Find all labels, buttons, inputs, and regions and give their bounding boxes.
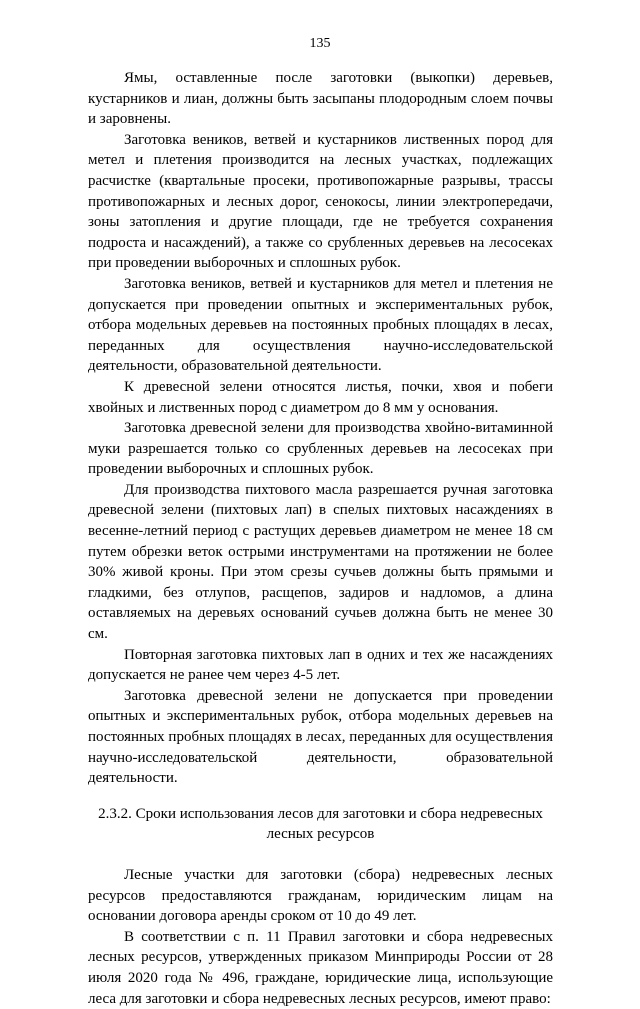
paragraph: Ямы, оставленные после заготовки (выкопки) деревьев, кустарников и лиан, должны быть засыпаны плодородным слоем почвы и заровнены.	[88, 70, 553, 128]
paragraph: В соответствии с п. 11 Правил заготовки и сбора недревесных лесных ресурсов, утвержденных приказом Минприроды России от 28 июля 2020 года № 496, граждане, юридические лица, использующие леса для заготовки и сбора недревесных лесных ресурсов, имеют право:	[88, 928, 553, 1007]
section-heading: 2.3.2. Сроки использования лесов для заготовки и сбора недревесных лесных ресурсов	[98, 805, 543, 843]
page-number: 135	[309, 36, 331, 51]
paragraph: Для производства пихтового масла разрешается ручная заготовка древесной зелени (пихтовых лап) в спелых пихтовых насаждениях в весенне-летний период с растущих деревьев диаметром не менее 18 см путем обрезки веток острыми инструментами на протяжении не более 30% живой кроны. При этом срезы сучьев должны быть прямыми и гладкими, без отлупов, расщепов, задиров и надломов, а длина оставляемых на деревьях оснований сучьев должна быть не менее 30 см.	[88, 481, 553, 643]
paragraph: Лесные участки для заготовки (сбора) недревесных лесных ресурсов предоставляются гражданам, юридическим лицам на основании договора аренды сроком от 10 до 49 лет.	[88, 866, 553, 925]
document-body	[88, 68, 553, 1009]
paragraph: Заготовка древесной зелени не допускается при проведении опытных и экспериментальных рубок, отбора модельных деревьев на постоянных пробных площадях в лесах, переданных для осуществления научно-исследовательской деятельности, образовательной деятельности.	[88, 687, 553, 787]
paragraph: Заготовка веников, ветвей и кустарников для метел и плетения не допускается при проведении опытных и экспериментальных рубок, отбора модельных деревьев на постоянных пробных площадях в лесах, переданных для осуществления научно-исследовательской деятельности, образовательной деятельности.	[88, 275, 553, 375]
paragraph: Заготовка веников, ветвей и кустарников лиственных пород для метел и плетения производится на лесных участках, подлежащих расчистке (квартальные просеки, противопожарные разрывы, трассы противопожарных и лесных дорог, сенокосы, линии электропередачи, зоны затопления и другие площади, где не требуется сохранения подроста и насаждений), а также со срубленных деревьев на лесосеках при проведении выборочных и сплошных рубок.	[88, 131, 553, 272]
paragraph: Заготовка древесной зелени для производства хвойно-витаминной муки разрешается только со срубленных деревьев на лесосеках при проведении выборочных и сплошных рубок.	[88, 420, 553, 478]
paragraph: Повторная заготовка пихтовых лап в одних и тех же насаждениях допускается не ранее чем через 4-5 лет.	[88, 646, 553, 684]
paragraph: К древесной зелени относятся листья, почки, хвоя и побеги хвойных и лиственных пород с диаметром до 8 мм у основания.	[88, 378, 553, 416]
